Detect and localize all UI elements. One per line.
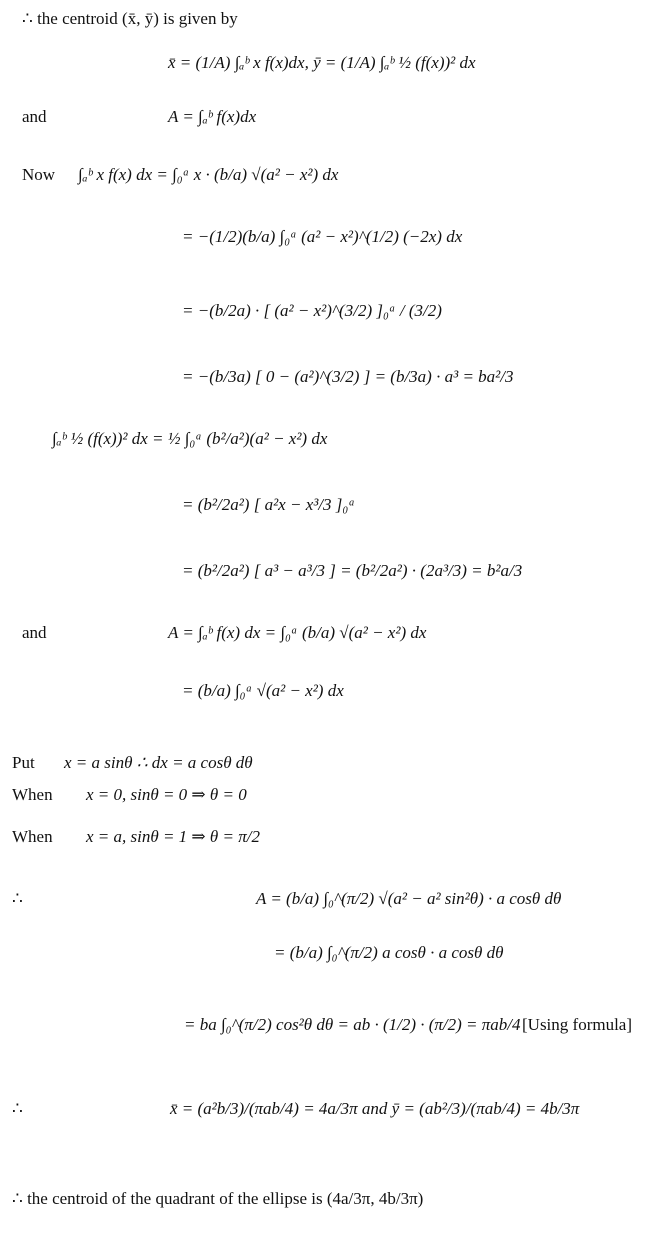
line-label: Now [22, 165, 56, 184]
area-integral: A = ∫ₐᵇ f(x) dx = ∫₀ᵃ (b/a) √(a² − x²) dx [168, 623, 427, 642]
substitution: x = a sinθ ∴ dx = a cosθ dθ [64, 753, 253, 772]
lower-limit: x = 0, sinθ = 0 ⇒ θ = 0 [86, 785, 247, 804]
line-label: When [12, 827, 53, 846]
area-result: = ba ∫₀^(π/2) cos²θ dθ = ab · (1/2) · (π/2) = πab/4 [184, 1015, 521, 1034]
step-expression: = (b²/2a²) [ a²x − x³/3 ]₀ᵃ [182, 495, 356, 514]
step-expression: = −(1/2)(b/a) ∫₀ᵃ (a² − x²)^(1/2) (−2x) dx [182, 227, 463, 246]
upper-limit: x = a, sinθ = 1 ⇒ θ = π/2 [86, 827, 260, 846]
moment-integral: ∫ₐᵇ x f(x) dx = ∫₀ᵃ x · (b/a) √(a² − x²) dx [78, 165, 339, 184]
line-label: ∴ [12, 1099, 23, 1118]
step-expression: = −(b/3a) [ 0 − (a²)^(3/2) ] = (b/3a) · a³ = ba²/3 [182, 367, 514, 386]
line-label: ∴ [12, 889, 23, 908]
line-label: and [22, 623, 47, 642]
step-expression: = −(b/2a) · [ (a² − x²)^(3/2) ]₀ᵃ / (3/2) [182, 301, 442, 320]
step-expression: = (b/a) ∫₀^(π/2) a cosθ · a cosθ dθ [274, 943, 504, 962]
centroid-formula: x̄ = (1/A) ∫ₐᵇ x f(x)dx, ȳ = (1/A) ∫ₐᵇ ½ (f(x))² dx [168, 53, 476, 72]
area-definition: A = ∫ₐᵇ f(x)dx [168, 107, 257, 126]
line-label: Put [12, 753, 35, 772]
step-expression: A = (b/a) ∫₀^(π/2) √(a² − a² sin²θ) · a cosθ dθ [256, 889, 562, 908]
step-expression: = (b/a) ∫₀ᵃ √(a² − x²) dx [182, 681, 344, 700]
second-moment-integral: ∫ₐᵇ ½ (f(x))² dx = ½ ∫₀ᵃ (b²/a²)(a² − x²) dx [52, 429, 328, 448]
conclusion: ∴ the centroid of the quadrant of the ellipse is (4a/3π, 4b/3π) [12, 1189, 424, 1208]
step-expression: = (b²/2a²) [ a³ − a³/3 ] = (b²/2a²) · (2a³/3) = b²a/3 [182, 561, 523, 580]
line-label: When [12, 785, 53, 804]
centroid-coordinates: x̄ = (a²b/3)/(πab/4) = 4a/3π and ȳ = (ab²/3)/(πab/4) = 4b/3π [170, 1099, 580, 1118]
line-label: ∴ the centroid (x̄, ȳ) is given by [22, 9, 238, 28]
using-formula-note: [Using formula] [522, 1015, 633, 1034]
line-label: and [22, 107, 47, 126]
